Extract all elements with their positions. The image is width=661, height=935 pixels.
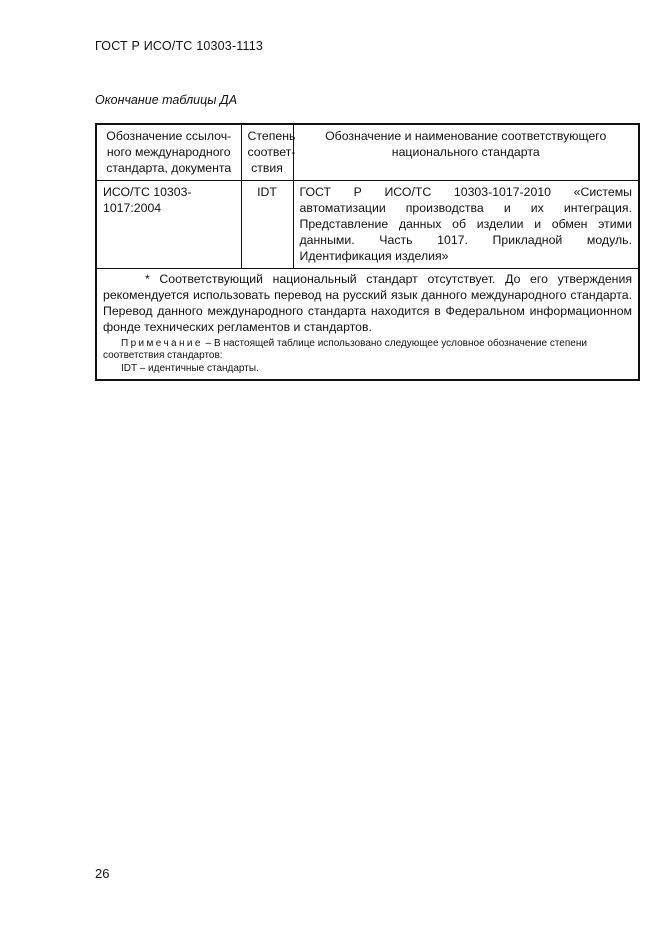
correspondence-table bbox=[95, 123, 640, 381]
note-label: Примечание bbox=[121, 337, 203, 349]
note-first-line bbox=[103, 338, 632, 363]
cell-national-standard: ГОСТ Р ИСО/ТС 10303-1017-2010 «Системы автоматизации производства и их интеграция. Представление данных об изделии и обмен этими данными. Часть 1017. Прикладной модуль. Идентификация изделия» bbox=[293, 181, 639, 269]
table-header-row bbox=[96, 124, 639, 181]
table-row bbox=[96, 181, 639, 269]
table-caption: Окончание таблицы ДА bbox=[95, 93, 238, 107]
note-item: IDT – идентичные стандарты. bbox=[121, 362, 259, 374]
header-national-standard: Обозначение и наименование соответствующего национального стандарта bbox=[293, 124, 639, 181]
document-header: ГОСТ Р ИСО/ТС 10303-1113 bbox=[95, 39, 264, 53]
cell-ref-standard: ИСО/ТС 10303-1017:2004 bbox=[96, 181, 241, 269]
footnote-cell bbox=[96, 269, 639, 380]
note-block bbox=[103, 338, 632, 376]
table-footnote-row bbox=[96, 269, 639, 380]
cell-degree: IDT bbox=[241, 181, 293, 269]
footnote-text: * Соответствующий национальный стандарт отсутствует. До его утверждения рекомендуется использовать перевод на русский язык данного международного стандарта. Перевод данного международного стандарта находится в Федеральном информационном фонде технических регламентов и стандартов. bbox=[103, 272, 632, 334]
header-degree: Степень соответ-ствия bbox=[241, 124, 293, 181]
note-text: – В настоящей таблице использовано следующее условное обозначение степени соответствия стандартов: bbox=[103, 337, 587, 362]
header-ref-standard: Обозначение ссылоч-ного международного стандарта, документа bbox=[96, 124, 241, 181]
page-number: 26 bbox=[95, 866, 110, 881]
